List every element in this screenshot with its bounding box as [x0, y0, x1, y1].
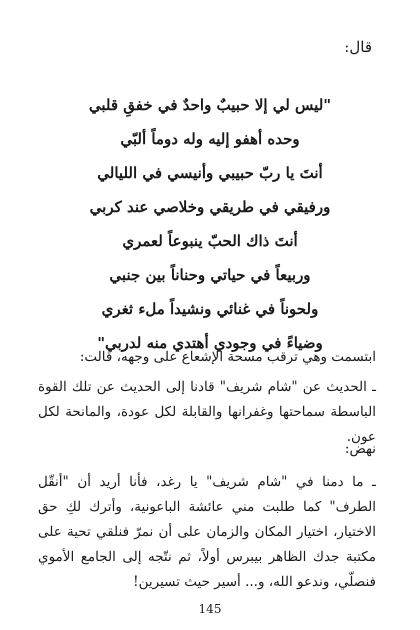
narration-paragraph: ابتسمت وهي ترقب مسحة الإشعاع على وجهه، قالت:: [79, 349, 376, 365]
page-number: 145: [198, 602, 222, 616]
poem-line: أنتَ يا ربّ حبيبي وأنيسي في الليالي: [97, 164, 323, 182]
poem-line: أنتَ ذاك الحبّ ينبوعاً لعمري: [122, 232, 298, 250]
narration-paragraph: نهض:: [344, 441, 376, 457]
intro-label: قال:: [344, 38, 372, 56]
dialogue-paragraph: ـ ما دمنا في "شام شريف" يا رغد، فأنا أريد أن "أنقّل الطرف" كما طلبت مني عائشة الباعونية، وأترك لكِ حق الاختيار، اختيار المكان والزمان على أن نمرّ فنلقي تحية على مكتبة جدك الظاهر بيبرس أولاً، ثم نتّجه إلى الجامع الأموي فنصلّي، وندعو الله، و... أسير حيث تسيرين!: [38, 474, 376, 590]
poem-line: وضياءً في وجودي أهتدي منه لدربي": [97, 334, 323, 352]
poem-line: وحده أهفو إليه وله دوماً ألبّي: [120, 130, 300, 148]
poem-line: "ليس لي إلا حبيبٌ واحدٌ في خفقِ قلبي: [88, 96, 332, 114]
poem-line: وربيعاً في حياتي وحناناً بين جنبي: [109, 266, 311, 284]
dialogue-paragraph: ـ الحديث عن "شام شريف" قادنا إلى الحديث عن تلك القوة الباسطة سماحتها وغفرانها والقابلة لكل عودة، والمانحة لكل عون.: [38, 379, 376, 445]
poem: [40, 88, 380, 360]
poem-line: ورفيقي في طريقي وخلاصي عند كربي: [89, 198, 331, 216]
poem-line: ولحوناً في غنائي ونشيداً ملء ثغري: [101, 300, 319, 318]
